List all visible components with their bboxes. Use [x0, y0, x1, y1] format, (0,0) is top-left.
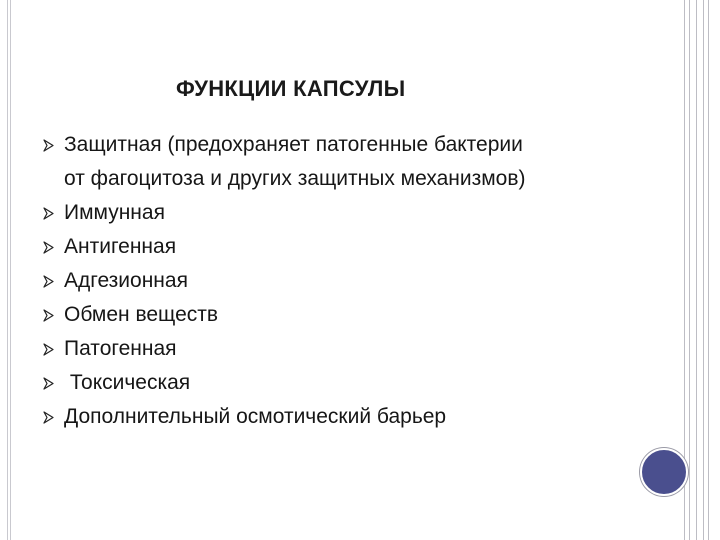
- arrow-right-icon: [40, 332, 56, 366]
- right-decorative-line: [703, 0, 704, 540]
- left-decorative-line: [7, 0, 8, 540]
- arrow-right-icon: [40, 230, 56, 264]
- right-decorative-line: [708, 0, 709, 540]
- list-item-text: Защитная (предохраняет патогенные бактерии от фагоцитоза и других защитных механизмов): [64, 133, 526, 190]
- list-item-text: Патогенная: [64, 337, 177, 360]
- bullet-list: [40, 128, 660, 434]
- arrow-right-icon: [40, 196, 56, 230]
- arrow-right-icon: [40, 298, 56, 332]
- slide-title: ФУНКЦИИ КАПСУЛЫ: [176, 76, 406, 101]
- arrow-right-icon: [40, 366, 56, 400]
- list-item: [40, 366, 660, 400]
- list-item-text: Антигенная: [64, 235, 177, 258]
- arrow-right-icon: [40, 128, 56, 162]
- decorative-circle: [640, 448, 688, 496]
- right-decorative-line: [689, 0, 690, 540]
- list-item-text: Адгезионная: [64, 269, 188, 292]
- list-item-text: Токсическая: [64, 371, 191, 394]
- list-item: [40, 196, 660, 230]
- list-item: [40, 400, 660, 434]
- left-decorative-line: [10, 0, 11, 540]
- list-item-text: Дополнительный осмотический барьер: [64, 405, 447, 428]
- list-item: [40, 128, 660, 196]
- list-item: [40, 332, 660, 366]
- list-item: [40, 264, 660, 298]
- list-item-text: Обмен веществ: [64, 303, 219, 326]
- list-item: [40, 298, 660, 332]
- list-item-text: Иммунная: [64, 201, 165, 224]
- arrow-right-icon: [40, 400, 56, 434]
- list-item: [40, 230, 660, 264]
- arrow-right-icon: [40, 264, 56, 298]
- right-decorative-line: [696, 0, 697, 540]
